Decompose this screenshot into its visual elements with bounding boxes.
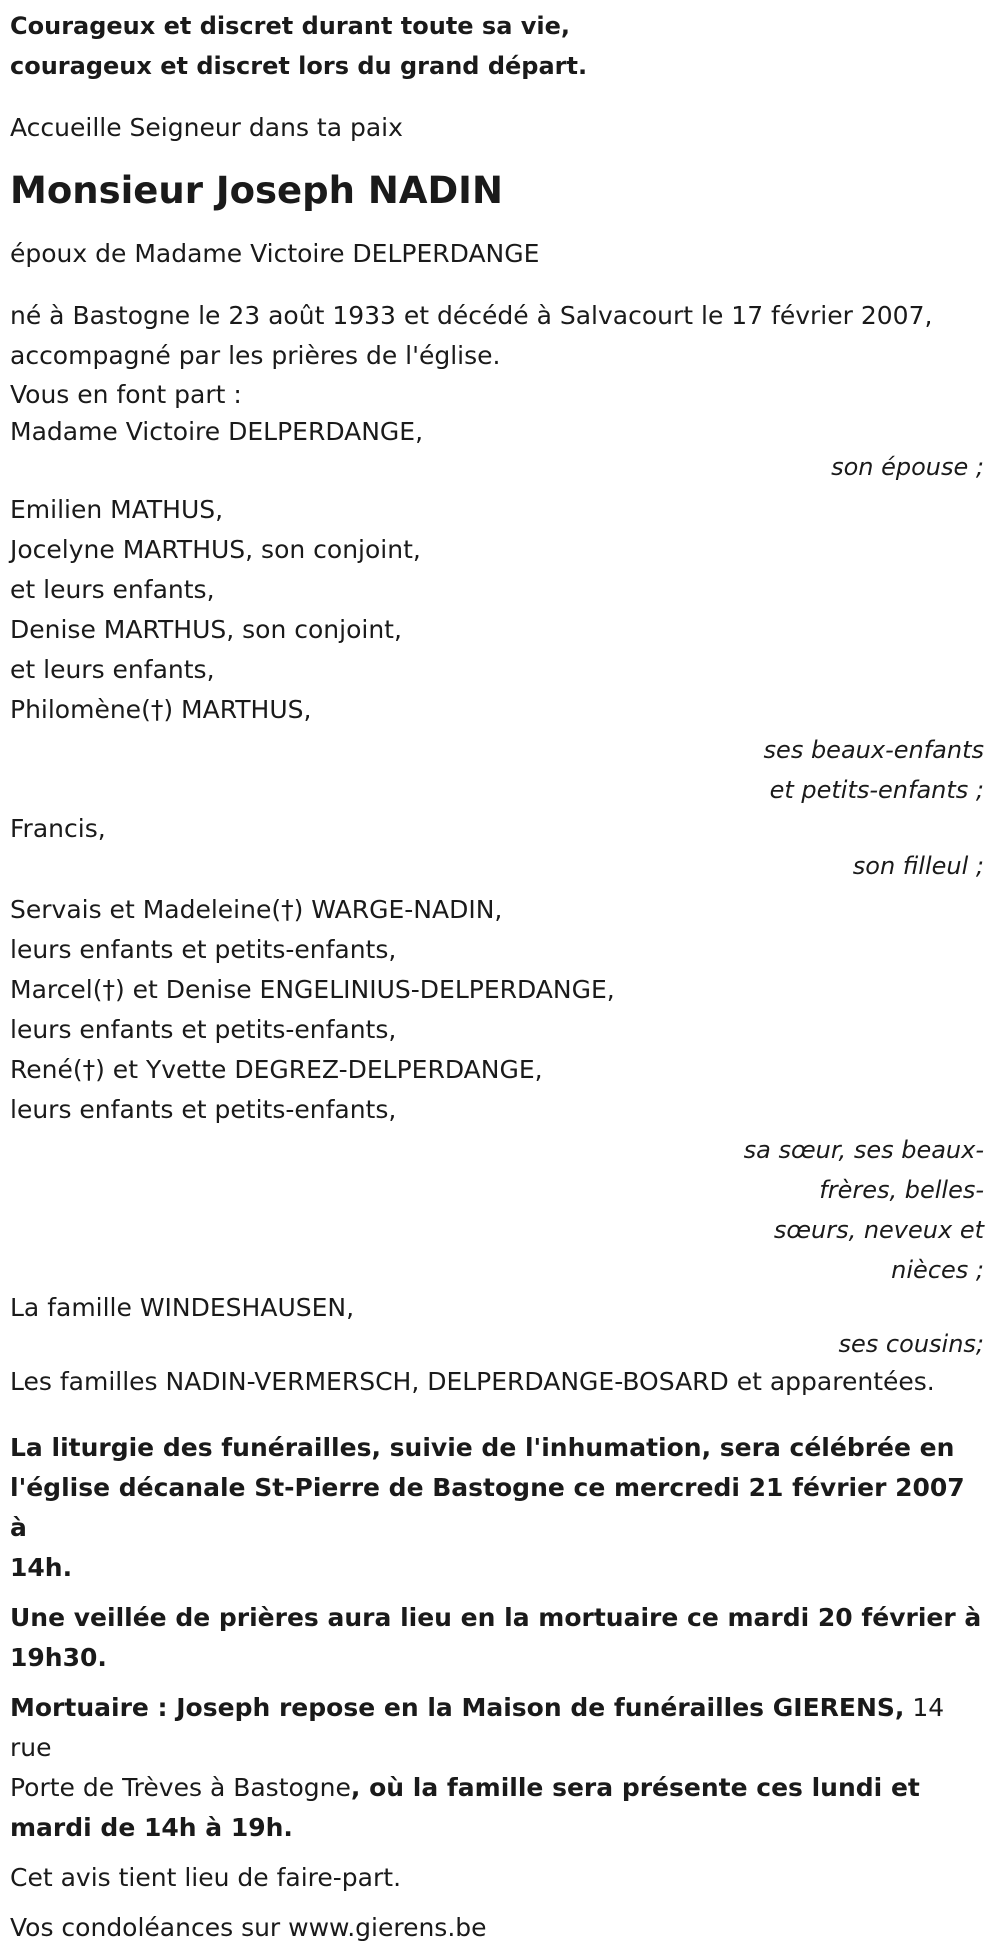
prayer-line: Accueille Seigneur dans ta paix bbox=[10, 113, 403, 142]
children-line: Emilien MATHUS, bbox=[10, 495, 224, 524]
children-line: Jocelyne MARTHUS, son conjoint, bbox=[10, 535, 421, 564]
mortuary-bold-1: Mortuaire : Joseph repose en la Maison de funérailles GIERENS, bbox=[10, 1693, 905, 1722]
godson-line: Francis, bbox=[10, 814, 106, 843]
children-line: Philomène(†) MARTHUS, bbox=[10, 695, 312, 724]
siblings-line: leurs enfants et petits-enfants, bbox=[10, 1095, 397, 1124]
children-role: et petits-enfants ; bbox=[769, 776, 984, 804]
siblings-role: frères, belles- bbox=[819, 1176, 984, 1204]
mortuary-bold-2: , où la famille sera présente ces lundi et bbox=[350, 1773, 920, 1802]
mortuary-normal-2: Porte de Trèves à Bastogne bbox=[10, 1773, 351, 1802]
cousins-line: La famille WINDESHAUSEN, bbox=[10, 1293, 355, 1322]
mortuary-line-2 bbox=[10, 1768, 990, 1808]
siblings-role: sa sœur, ses beaux- bbox=[743, 1136, 984, 1164]
siblings-line: leurs enfants et petits-enfants, bbox=[10, 1015, 397, 1044]
notice-line: Cet avis tient lieu de faire-part. bbox=[10, 1863, 402, 1892]
cousins-role: ses cousins; bbox=[838, 1330, 984, 1358]
announce-line: Vous en font part : bbox=[10, 380, 242, 409]
children-line: et leurs enfants, bbox=[10, 575, 215, 604]
siblings-line: Servais et Madeleine(†) WARGE-NADIN, bbox=[10, 895, 503, 924]
siblings-role: sœurs, neveux et bbox=[773, 1216, 984, 1244]
liturgy-line: l'église décanale St-Pierre de Bastogne ce mercredi 21 février 2007 à bbox=[10, 1473, 965, 1542]
mortuary-line-1 bbox=[10, 1688, 990, 1768]
siblings-line: Marcel(†) et Denise ENGELINIUS-DELPERDANGE, bbox=[10, 975, 615, 1004]
siblings-line: René(†) et Yvette DEGREZ-DELPERDANGE, bbox=[10, 1055, 543, 1084]
vigil-line: 19h30. bbox=[10, 1643, 107, 1672]
liturgy-line: 14h. bbox=[10, 1553, 73, 1582]
siblings-role: nièces ; bbox=[891, 1256, 984, 1284]
deceased-name: Monsieur Joseph NADIN bbox=[10, 169, 503, 212]
condolences-line: Vos condoléances sur www.gierens.be bbox=[10, 1913, 487, 1942]
children-role: ses beaux-enfants bbox=[763, 736, 984, 764]
spouse-role: son épouse ; bbox=[831, 453, 984, 481]
epigraph-line-1: Courageux et discret durant toute sa vie, bbox=[10, 12, 571, 40]
birth-death-line: né à Bastogne le 23 août 1933 et décédé à Salvacourt le 17 février 2007, bbox=[10, 301, 933, 330]
epigraph-line-2: courageux et discret lors du grand départ. bbox=[10, 52, 588, 80]
accompanied-line: accompagné par les prières de l'église. bbox=[10, 341, 501, 370]
children-line: Denise MARTHUS, son conjoint, bbox=[10, 615, 402, 644]
liturgy-line: La liturgie des funérailles, suivie de l'inhumation, sera célébrée en bbox=[10, 1433, 955, 1462]
siblings-line: leurs enfants et petits-enfants, bbox=[10, 935, 397, 964]
godson-role: son filleul ; bbox=[852, 852, 984, 880]
spouse-line: époux de Madame Victoire DELPERDANGE bbox=[10, 239, 540, 268]
children-line: et leurs enfants, bbox=[10, 655, 215, 684]
vigil-line: Une veillée de prières aura lieu en la mortuaire ce mardi 20 février à bbox=[10, 1603, 982, 1632]
others-line: Les familles NADIN-VERMERSCH, DELPERDANGE-BOSARD et apparentées. bbox=[10, 1367, 935, 1396]
mortuary-normal-1: 14 rue bbox=[10, 1693, 945, 1762]
mortuary-line-3: mardi de 14h à 19h. bbox=[10, 1813, 293, 1842]
spouse-name: Madame Victoire DELPERDANGE, bbox=[10, 417, 424, 446]
